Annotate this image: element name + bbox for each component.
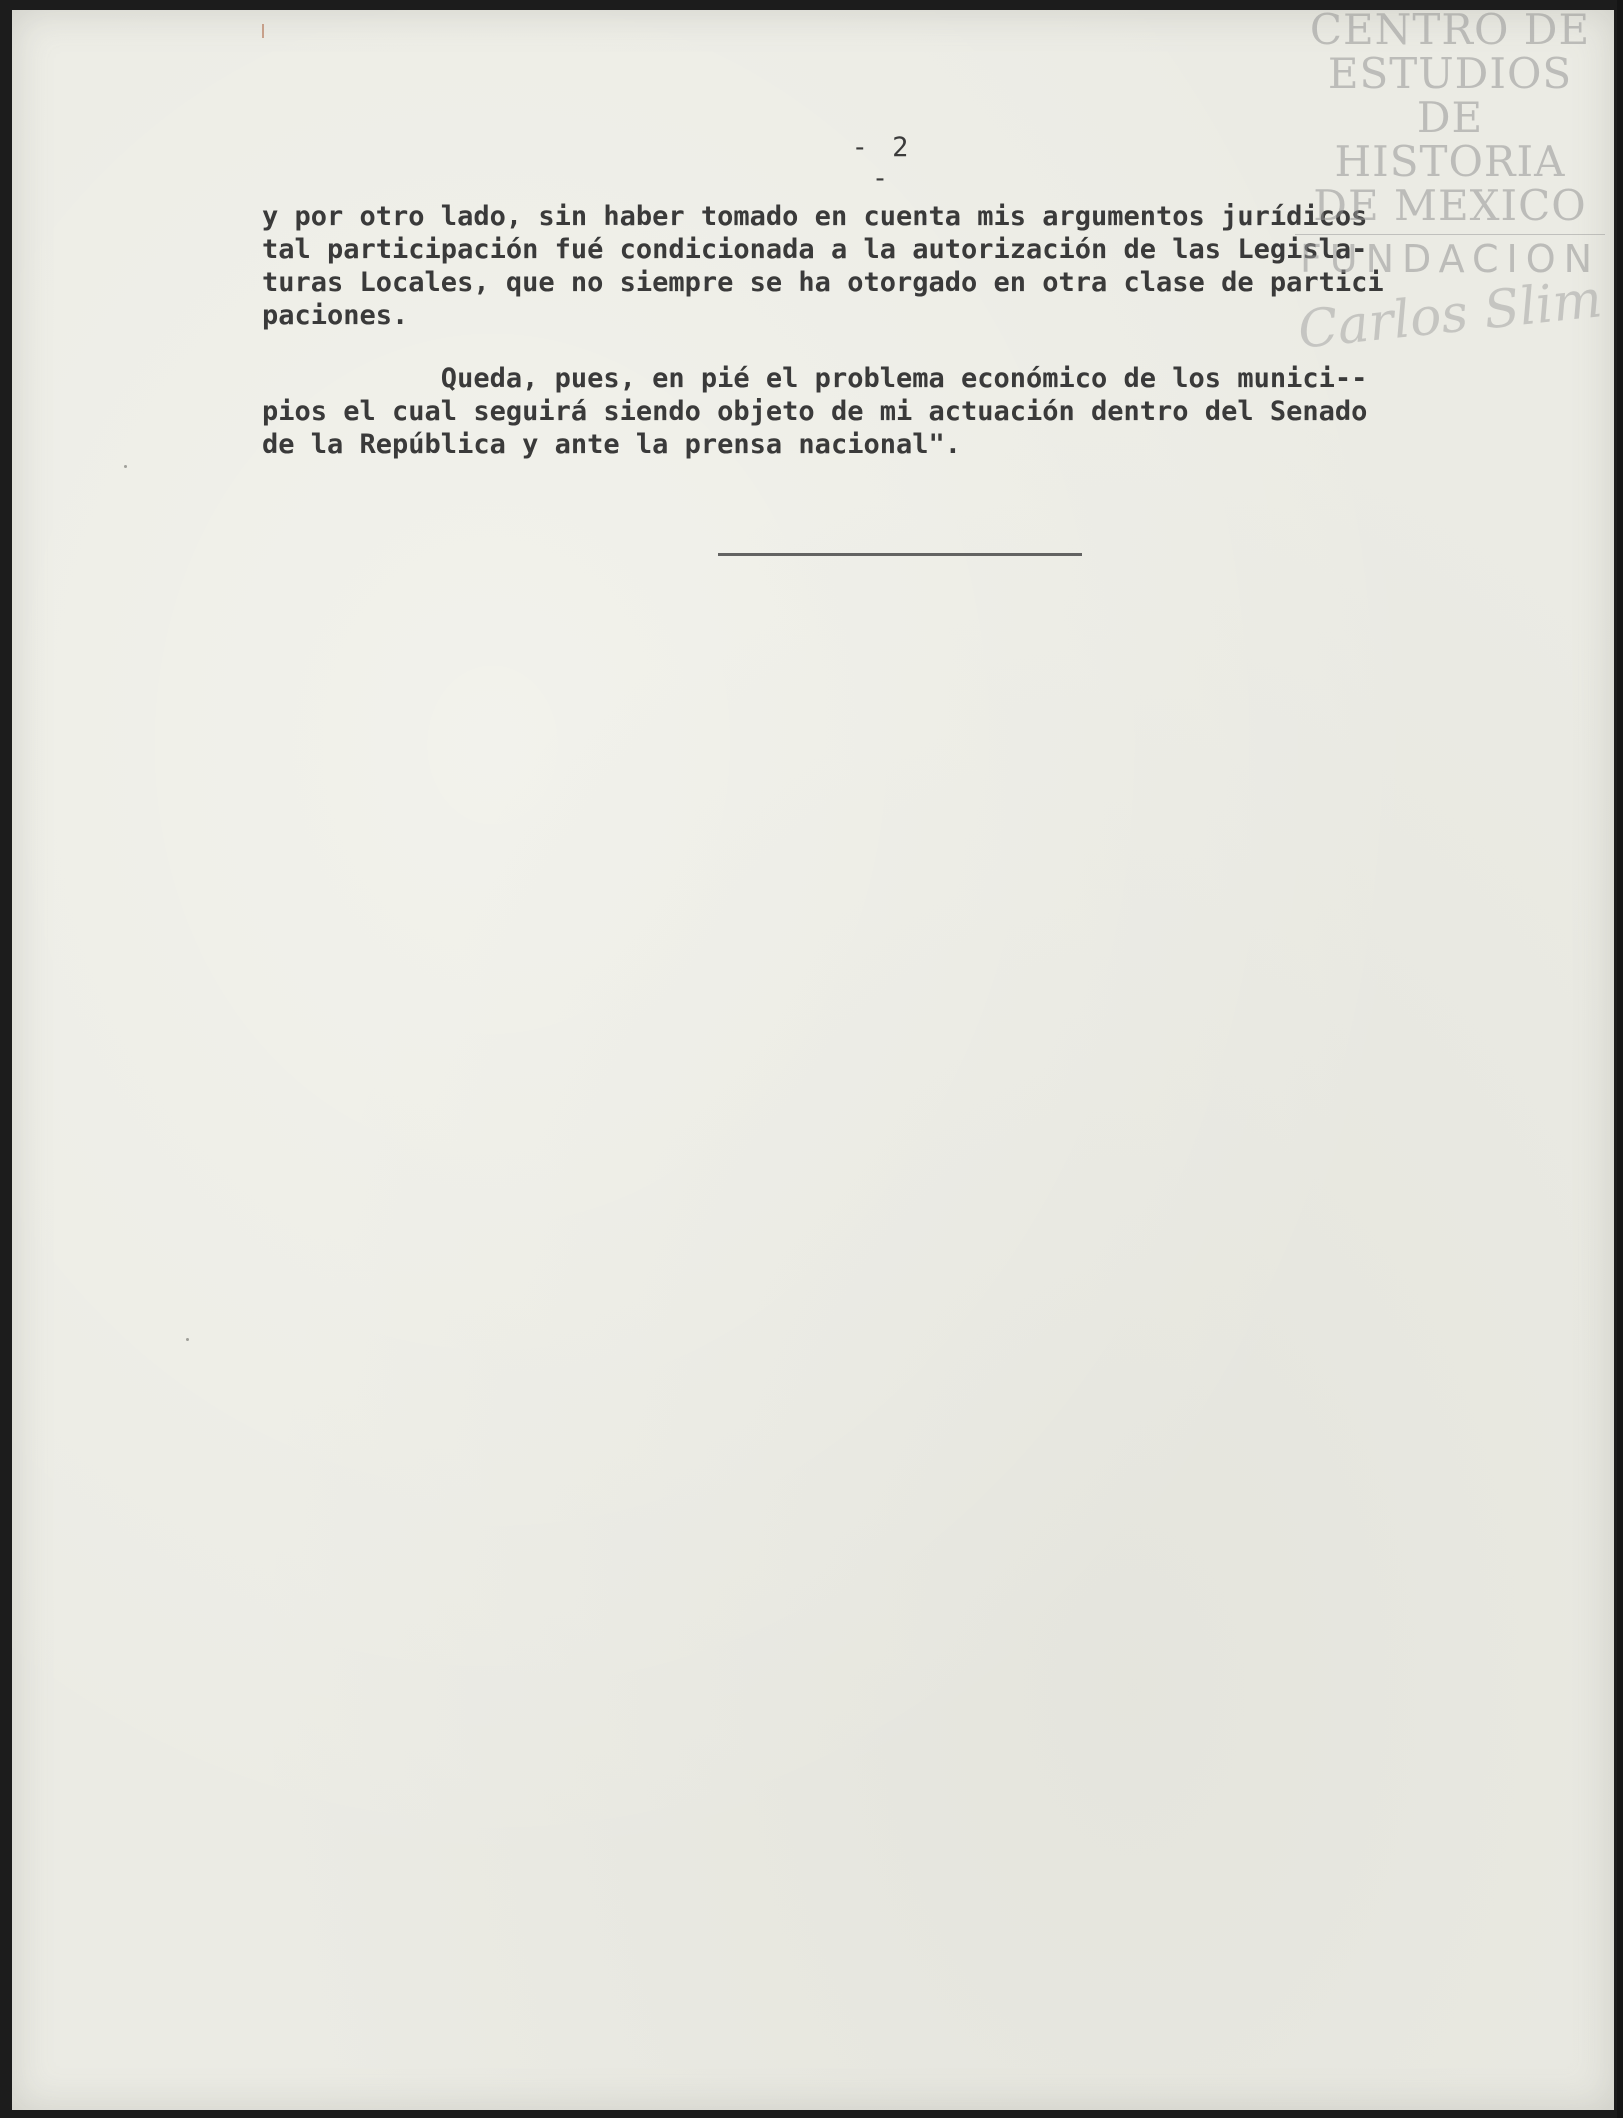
scan-edge (1617, 0, 1623, 2118)
text-line: de la República y ante la prensa nacional". (262, 429, 961, 460)
text-line: paciones. (262, 300, 409, 331)
watermark-foundation: FUNDACION (1295, 234, 1605, 281)
watermark-line: ESTUDIOS (1327, 49, 1573, 98)
watermark-signature: Carlos Slim (1295, 269, 1605, 361)
watermark-line: DE HISTORIA (1334, 93, 1566, 186)
text-line: Queda, pues, en pié el problema económico de los munici-- (262, 363, 1368, 394)
archive-watermark (1295, 5, 1605, 361)
paragraph-2 (262, 362, 1562, 461)
text-line: tal participación fué condicionada a la autorización de las Legisla- (262, 234, 1368, 265)
watermark-line: CENTRO DE (1309, 5, 1591, 54)
closing-rule (718, 553, 1082, 556)
text-line: turas Locales, que no siempre se ha otorgado en otra clase de partici (262, 267, 1384, 298)
text-line: y por otro lado, sin haber tomado en cuenta mis argumentos jurídicos (262, 201, 1368, 232)
page-number: - 2 - (851, 132, 913, 194)
text-line: pios el cual seguirá siendo objeto de mi actuación dentro del Senado (262, 396, 1368, 427)
watermark-line: DE MEXICO (1313, 181, 1587, 230)
